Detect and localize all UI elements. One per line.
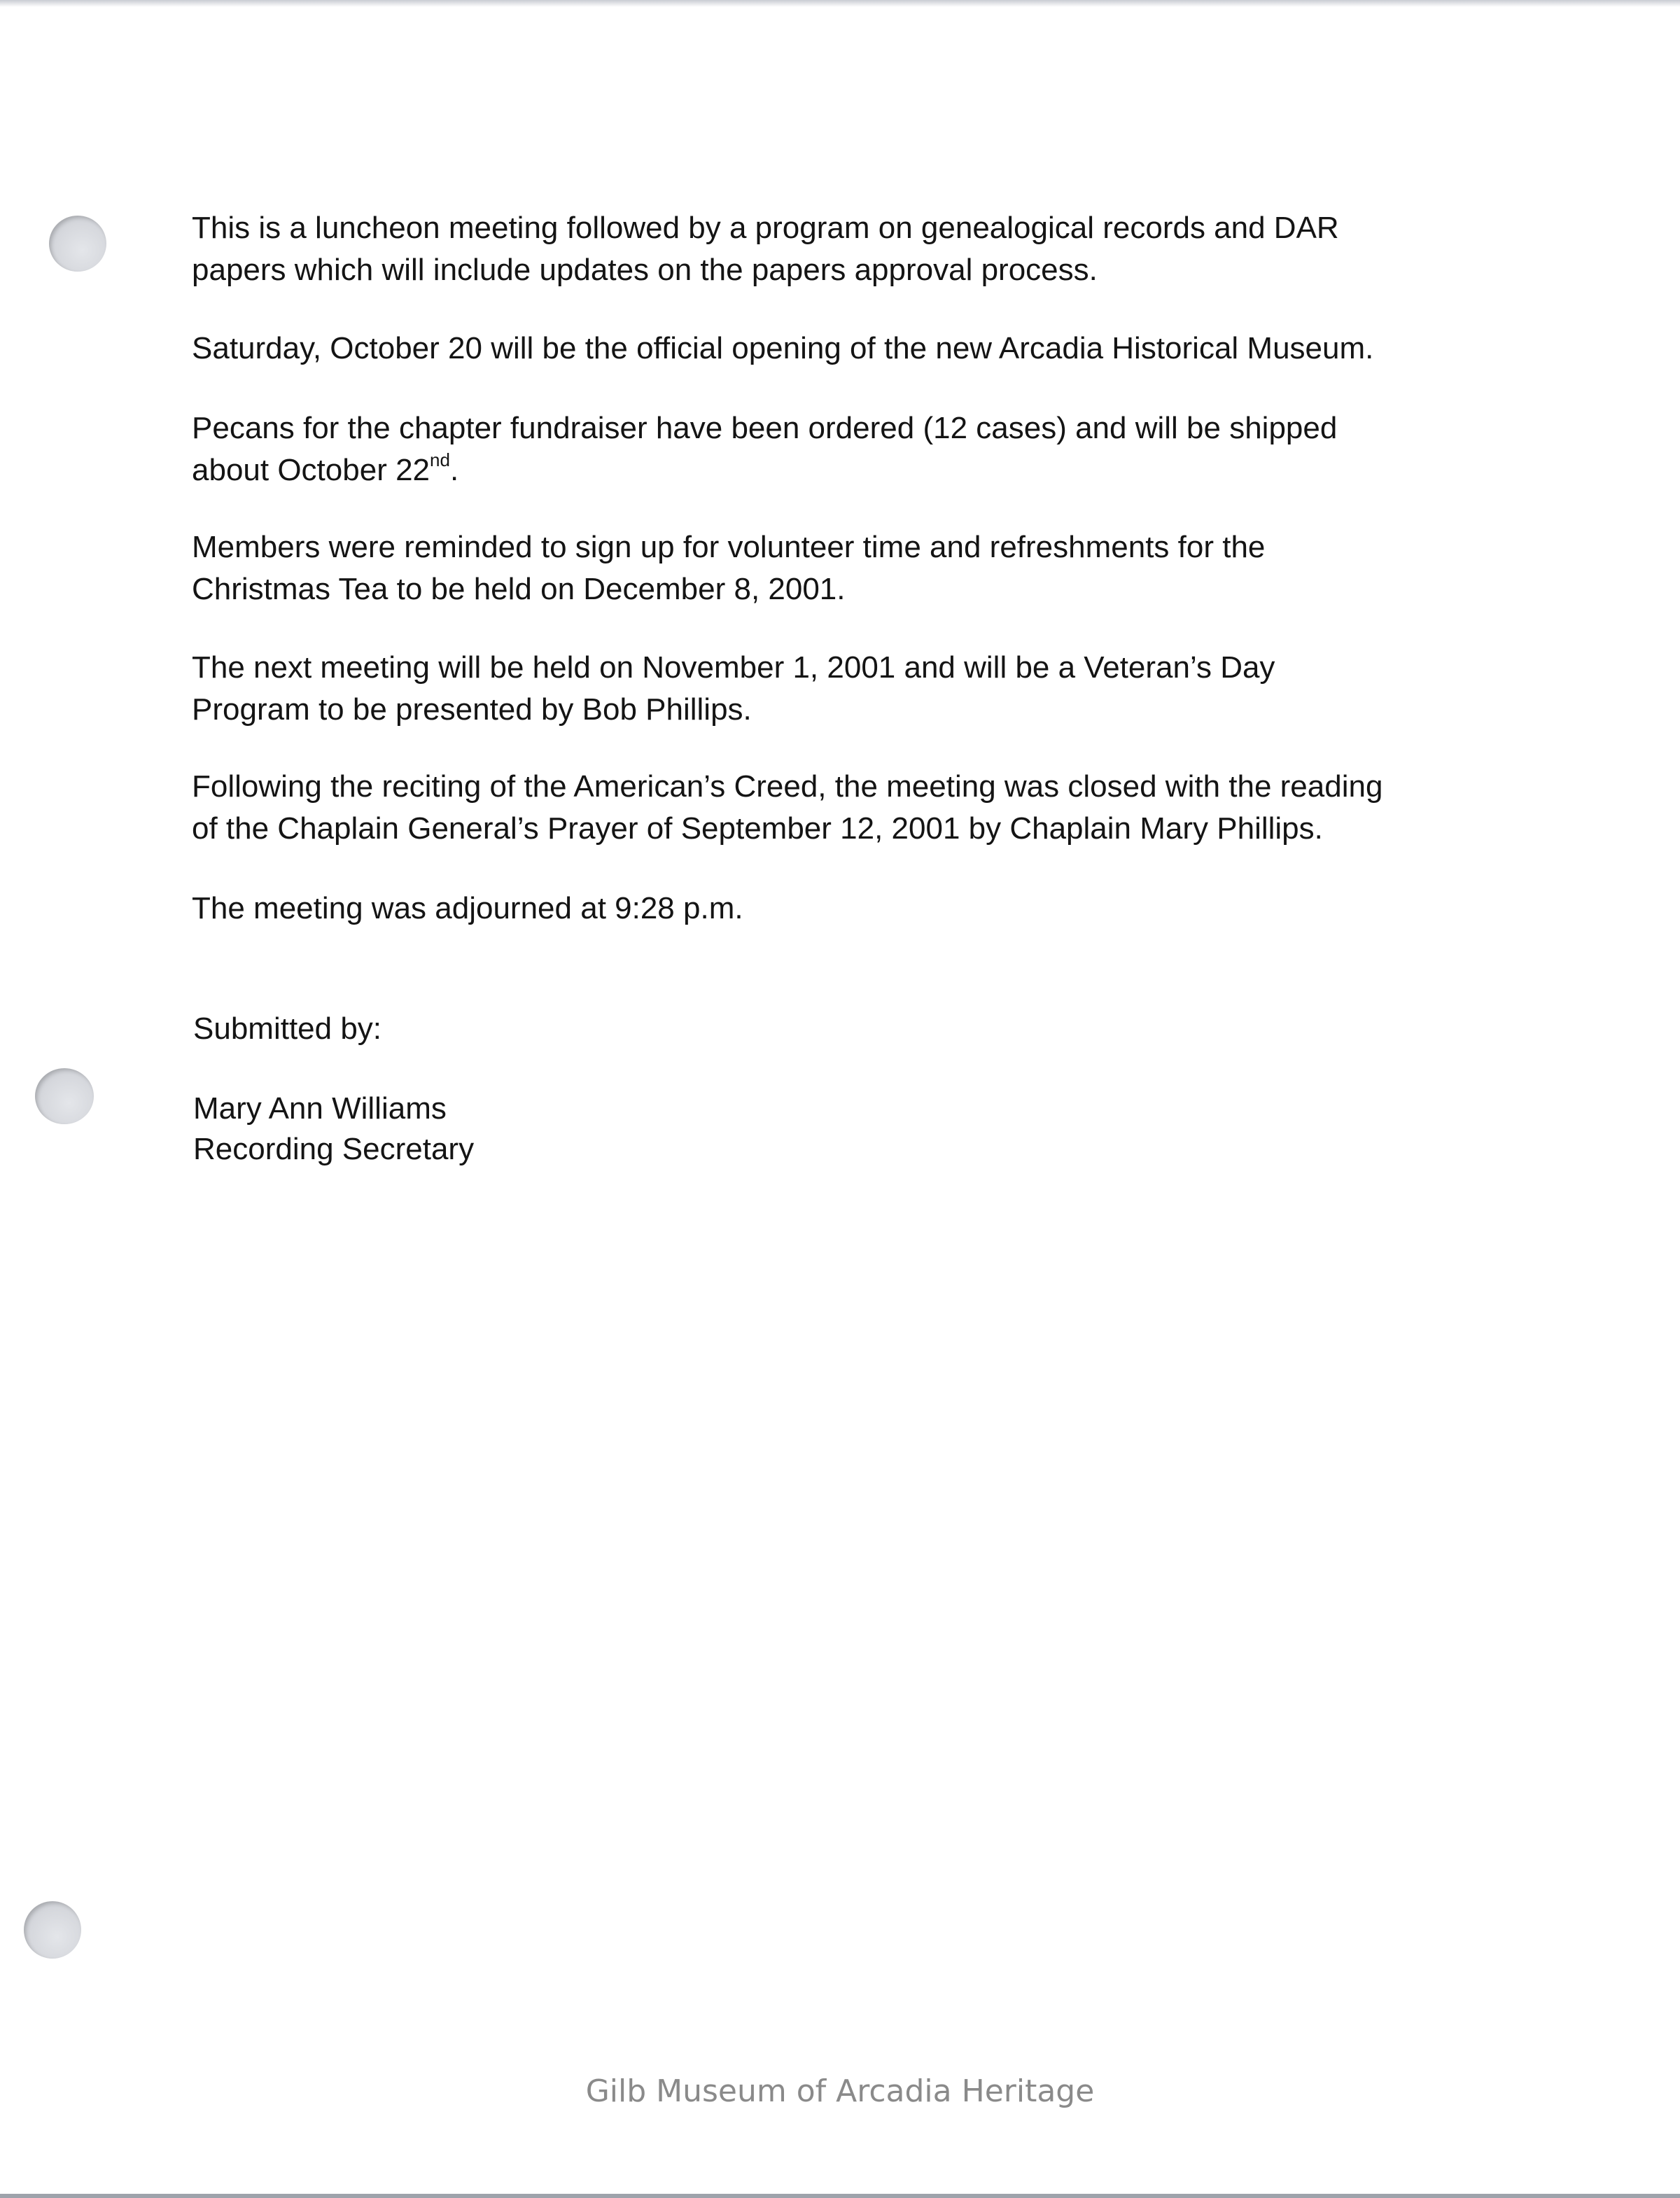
paragraph-next-meeting — [192, 647, 1494, 731]
punch-hole-bottom — [24, 1901, 81, 1959]
punch-hole-middle — [35, 1068, 94, 1124]
paragraph-line: of the Chaplain General’s Prayer of September 12, 2001 by Chaplain Mary Phillips. — [192, 811, 1323, 846]
paragraph-christmas-tea — [192, 526, 1494, 610]
paragraph-line: papers which will include updates on the papers approval process. — [192, 253, 1098, 287]
paragraph-line: This is a luncheon meeting followed by a program on genealogical records and DAR — [192, 211, 1339, 245]
secretary-name: Mary Ann Williams — [193, 1091, 447, 1126]
paragraph-line: The meeting was adjourned at 9:28 p.m. — [192, 891, 743, 925]
paragraph-program — [192, 207, 1494, 291]
museum-watermark: Gilb Museum of Arcadia Heritage — [585, 2073, 1095, 2109]
paragraph-line: Saturday, October 20 will be the official opening of the new Arcadia Historical Museum. — [192, 331, 1374, 365]
paragraph-line: The next meeting will be held on November 1, 2001 and will be a Veteran’s Day — [192, 650, 1275, 685]
sentence-period: . — [449, 453, 459, 487]
paragraph-line: about October 22 — [192, 453, 430, 487]
paragraph-adjournment — [192, 888, 1494, 930]
punch-hole-top — [49, 216, 106, 272]
scan-bottom-edge — [0, 2194, 1680, 2198]
paragraph-museum-opening — [192, 328, 1494, 370]
paragraph-line: Members were reminded to sign up for volunteer time and refreshments for the — [192, 530, 1266, 564]
paragraph-closing — [192, 766, 1494, 850]
ordinal-suffix: nd — [430, 449, 450, 471]
paragraph-line: Pecans for the chapter fundraiser have been ordered (12 cases) and will be shipped — [192, 411, 1338, 445]
secretary-title: Recording Secretary — [193, 1132, 475, 1166]
paragraph-line: Program to be presented by Bob Phillips. — [192, 692, 752, 727]
paragraph-line: Christmas Tea to be held on December 8, 2001. — [192, 572, 846, 606]
paragraph-pecans — [192, 407, 1494, 491]
scan-top-edge — [0, 0, 1680, 7]
paragraph-line: Following the reciting of the American’s Creed, the meeting was closed with the reading — [192, 769, 1383, 804]
submitted-by-label: Submitted by: — [193, 1011, 382, 1046]
